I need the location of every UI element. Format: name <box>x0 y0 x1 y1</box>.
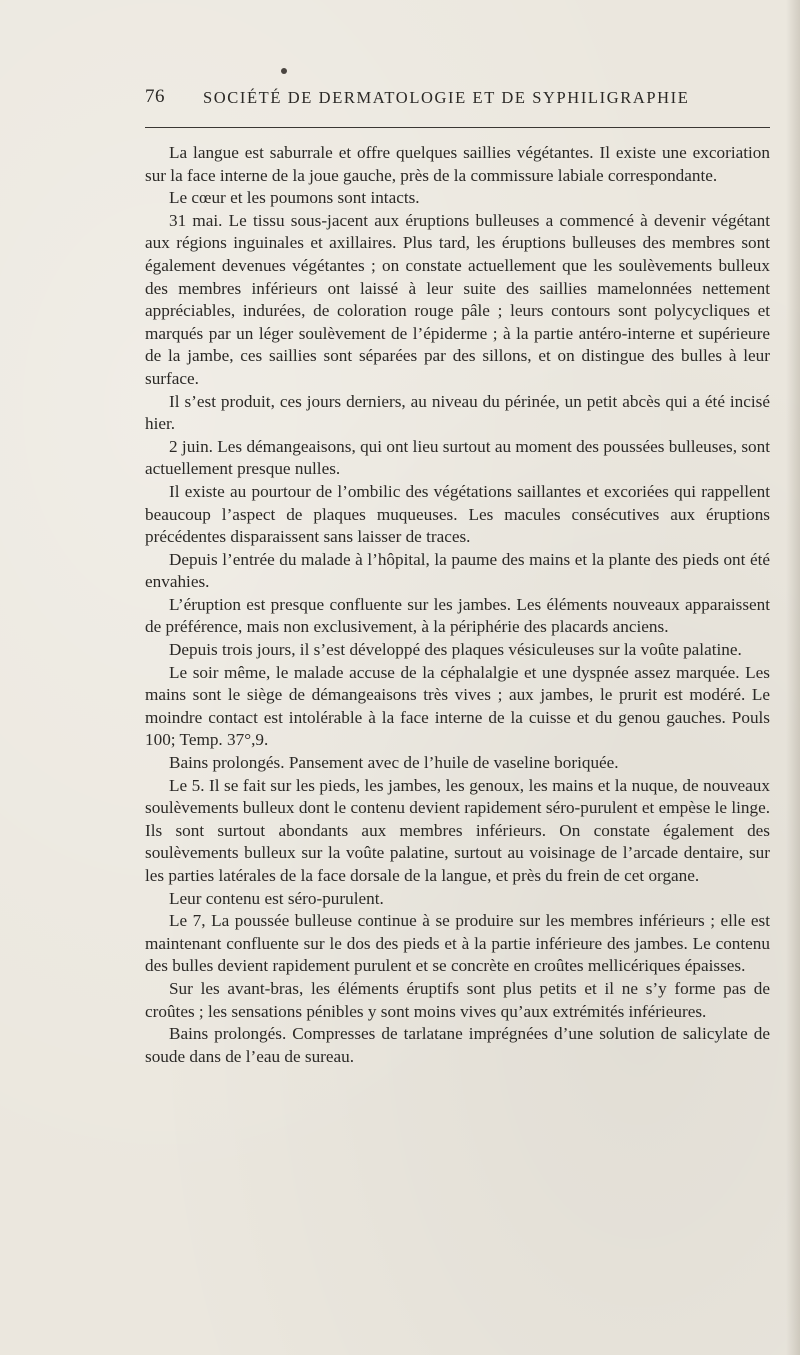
paragraph: Bains prolongés. Pansement avec de l’huile de vaseline boriquée. <box>169 753 619 773</box>
paragraph: 2 juin. Les démangeaisons, qui ont lieu surtout au moment des poussées bulleuses, sont actuellement presque nulles. <box>145 436 770 479</box>
page-number: 76 <box>145 86 165 107</box>
paragraph: Il s’est produit, ces jours derniers, au niveau du périnée, un petit abcès qui a été incisé hier. <box>145 391 770 434</box>
journal-title: SOCIÉTÉ DE DERMATOLOGIE ET DE SYPHILIGRAPHIE <box>203 88 690 107</box>
paragraph: La langue est saburrale et offre quelques saillies végétantes. Il existe une excoriation sur la face interne de la joue gauche, près de la commissure labiale correspondante. <box>145 143 770 185</box>
paragraph: Le 5. Il se fait sur les pieds, les jambes, les genoux, les mains et la nuque, de nouveaux soulèvements bulleux dont le contenu devient rapidement séro-purulent et empèse le linge. Ils sont surtout abondants aux membres inférieurs. On constate également des soulèvements bulleux sur la voûte palatine, surtout au voisinage de l’arcade dentaire, sur les parties latérales de la face dorsale de la langue, et près du frein de cet organe. <box>145 775 770 885</box>
paragraph: Le cœur et les poumons sont intacts. <box>169 188 420 208</box>
header-rule <box>145 127 770 128</box>
paragraph: Depuis l’entrée du malade à l’hôpital, la paume des mains et la plante des pieds ont été envahies. <box>145 549 770 592</box>
ink-speck <box>281 68 287 74</box>
paragraph: Le 7, La poussée bulleuse continue à se produire sur les membres inférieurs ; elle est maintenant confluente sur le dos des pieds et à la partie inférieure des jambes. Le contenu des bulles devient rapidement purulent et se concrète en croûtes mellicériques épaisses. <box>145 911 770 976</box>
running-head <box>145 86 770 116</box>
paragraph: Sur les avant-bras, les éléments éruptifs sont plus petits et il ne s’y forme pas de croûtes ; les sensations pénibles y sont moins vives qu’aux extrémités inférieures. <box>145 978 770 1021</box>
body-text <box>145 142 770 1068</box>
paragraph: L’éruption est presque confluente sur les jambes. Les éléments nouveaux apparaissent de préférence, mais non exclusivement, à la périphérie des placards anciens. <box>145 594 770 637</box>
paragraph: Depuis trois jours, il s’est développé des plaques vésiculeuses sur la voûte palatine. <box>169 640 742 660</box>
paragraph: Leur contenu est séro-purulent. <box>169 888 384 908</box>
paragraph: 31 mai. Le tissu sous-jacent aux éruptions bulleuses a commencé à devenir végétant aux régions inguinales et axillaires. Plus tard, les éruptions bulleuses des membres sont également devenues végétantes ; on constate actuellement que les soulèvements bulleux des membres inférieurs ont laissé à leur suite des saillies mamelonnées nettement appréciables, indurées, de coloration rouge pâle ; leurs contours sont polycycliques et marqués par un léger soulèvement de l’épiderme ; à la partie antéro-interne et supérieure de la jambe, ces saillies sont séparées par des sillons, et on distingue des bulles à leur surface. <box>145 210 770 388</box>
paragraph: Bains prolongés. Compresses de tarlatane imprégnées d’une solution de salicylate de soude dans de l’eau de sureau. <box>145 1024 770 1066</box>
paragraph: Le soir même, le malade accuse de la céphalalgie et une dyspnée assez marquée. Les mains sont le siège de démangeaisons très vives ; aux jambes, le prurit est modéré. Le moindre contact est intolérable à la face interne de la cuisse et du genou gauches. Pouls 100; Temp. 37°,9. <box>145 662 770 750</box>
page-edge-shadow <box>786 0 800 1355</box>
paragraph: Il existe au pourtour de l’ombilic des végétations saillantes et excoriées qui rappellent beaucoup l’aspect de plaques muqueuses. Les macules consécutives aux éruptions précédentes disparaissent sans laisser de traces. <box>145 481 770 547</box>
